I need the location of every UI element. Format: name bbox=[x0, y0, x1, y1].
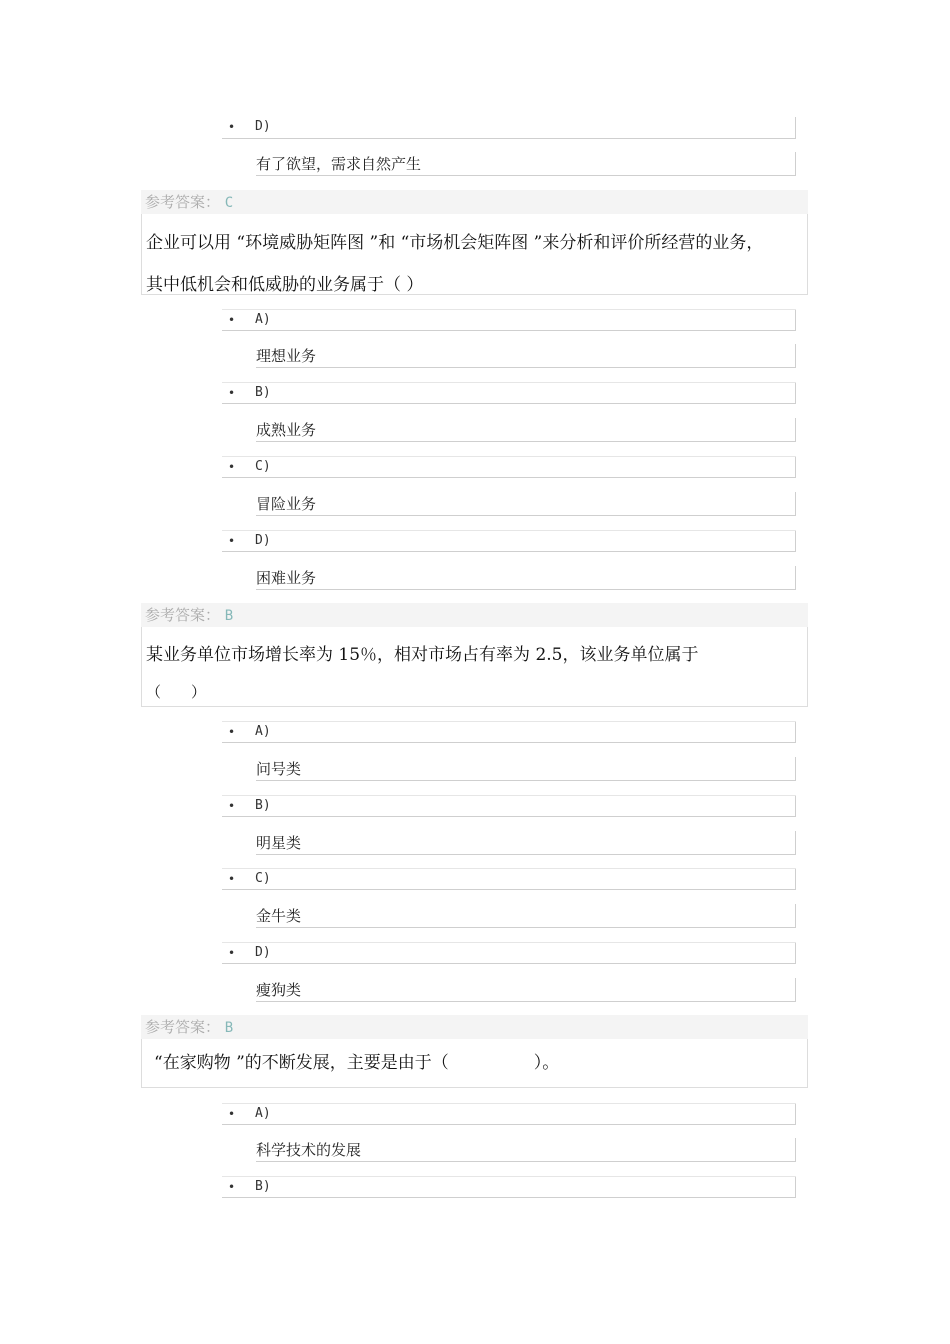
question-text-line: “在家购物 ”的不断发展，主要是由于（ ）。 bbox=[154, 1053, 560, 1073]
bullet-icon: • bbox=[228, 386, 236, 400]
bullet-icon: • bbox=[228, 946, 236, 960]
option-text: 理想业务 bbox=[256, 344, 796, 368]
bullet-icon: • bbox=[228, 799, 236, 813]
reference-answer bbox=[141, 1015, 808, 1039]
reference-answer bbox=[141, 603, 808, 627]
option-text: 成熟业务 bbox=[256, 418, 796, 442]
bullet-icon: • bbox=[228, 120, 236, 134]
option-row-c[interactable] bbox=[222, 868, 796, 890]
answer-label: 参考答案： bbox=[145, 193, 221, 211]
option-row-b[interactable] bbox=[222, 795, 796, 817]
option-row-a[interactable] bbox=[222, 721, 796, 743]
option-row-a[interactable] bbox=[222, 1103, 796, 1125]
option-text: 明星类 bbox=[256, 831, 796, 855]
option-text: 问号类 bbox=[256, 757, 796, 781]
bullet-icon: • bbox=[228, 1180, 236, 1194]
option-row-d[interactable] bbox=[222, 530, 796, 552]
bullet-icon: • bbox=[228, 725, 236, 739]
option-row-d[interactable] bbox=[222, 942, 796, 964]
question-1 bbox=[141, 214, 808, 295]
option-text: 瘦狗类 bbox=[256, 978, 796, 1002]
answer-label: 参考答案： bbox=[145, 606, 221, 624]
option-row-c[interactable] bbox=[222, 456, 796, 478]
option-text: 有了欲望，需求自然产生 bbox=[256, 152, 796, 176]
bullet-icon: • bbox=[228, 534, 236, 548]
option-letter: B) bbox=[255, 385, 271, 400]
question-3 bbox=[141, 1039, 808, 1088]
option-letter: D) bbox=[255, 119, 271, 134]
option-text: 金牛类 bbox=[256, 904, 796, 928]
option-row-b[interactable] bbox=[222, 1176, 796, 1198]
reference-answer bbox=[141, 190, 808, 214]
option-letter: D) bbox=[255, 945, 271, 960]
question-text-line: （ ） bbox=[146, 683, 207, 701]
option-row-a[interactable] bbox=[222, 309, 796, 331]
answer-value: C bbox=[224, 195, 234, 211]
option-letter: B) bbox=[255, 1179, 271, 1194]
answer-label: 参考答案： bbox=[145, 1018, 221, 1036]
option-letter: B) bbox=[255, 798, 271, 813]
option-text: 科学技术的发展 bbox=[256, 1138, 796, 1162]
question-text-line: 某业务单位市场增长率为 15％，相对市场占有率为 2.5，该业务单位属于 bbox=[146, 645, 699, 665]
option-letter: A) bbox=[255, 1106, 271, 1121]
option-row-b[interactable] bbox=[222, 382, 796, 404]
bullet-icon: • bbox=[228, 872, 236, 886]
option-letter: A) bbox=[255, 312, 271, 327]
answer-value: B bbox=[224, 608, 234, 624]
bullet-icon: • bbox=[228, 313, 236, 327]
option-letter: A) bbox=[255, 724, 271, 739]
option-letter: D) bbox=[255, 533, 271, 548]
option-letter: C) bbox=[255, 871, 271, 886]
question-text-line: 企业可以用 “环境威胁矩阵图 ”和 “市场机会矩阵图 ”来分析和评价所经营的业务， bbox=[146, 233, 764, 253]
bullet-icon: • bbox=[228, 1107, 236, 1121]
answer-value: B bbox=[224, 1020, 234, 1036]
option-text: 困难业务 bbox=[256, 566, 796, 590]
bullet-icon: • bbox=[228, 460, 236, 474]
option-text: 冒险业务 bbox=[256, 492, 796, 516]
question-2 bbox=[141, 627, 808, 707]
option-row-d[interactable] bbox=[222, 117, 796, 139]
option-letter: C) bbox=[255, 459, 271, 474]
question-text-line: 其中低机会和低威胁的业务属于（ ） bbox=[146, 275, 424, 295]
